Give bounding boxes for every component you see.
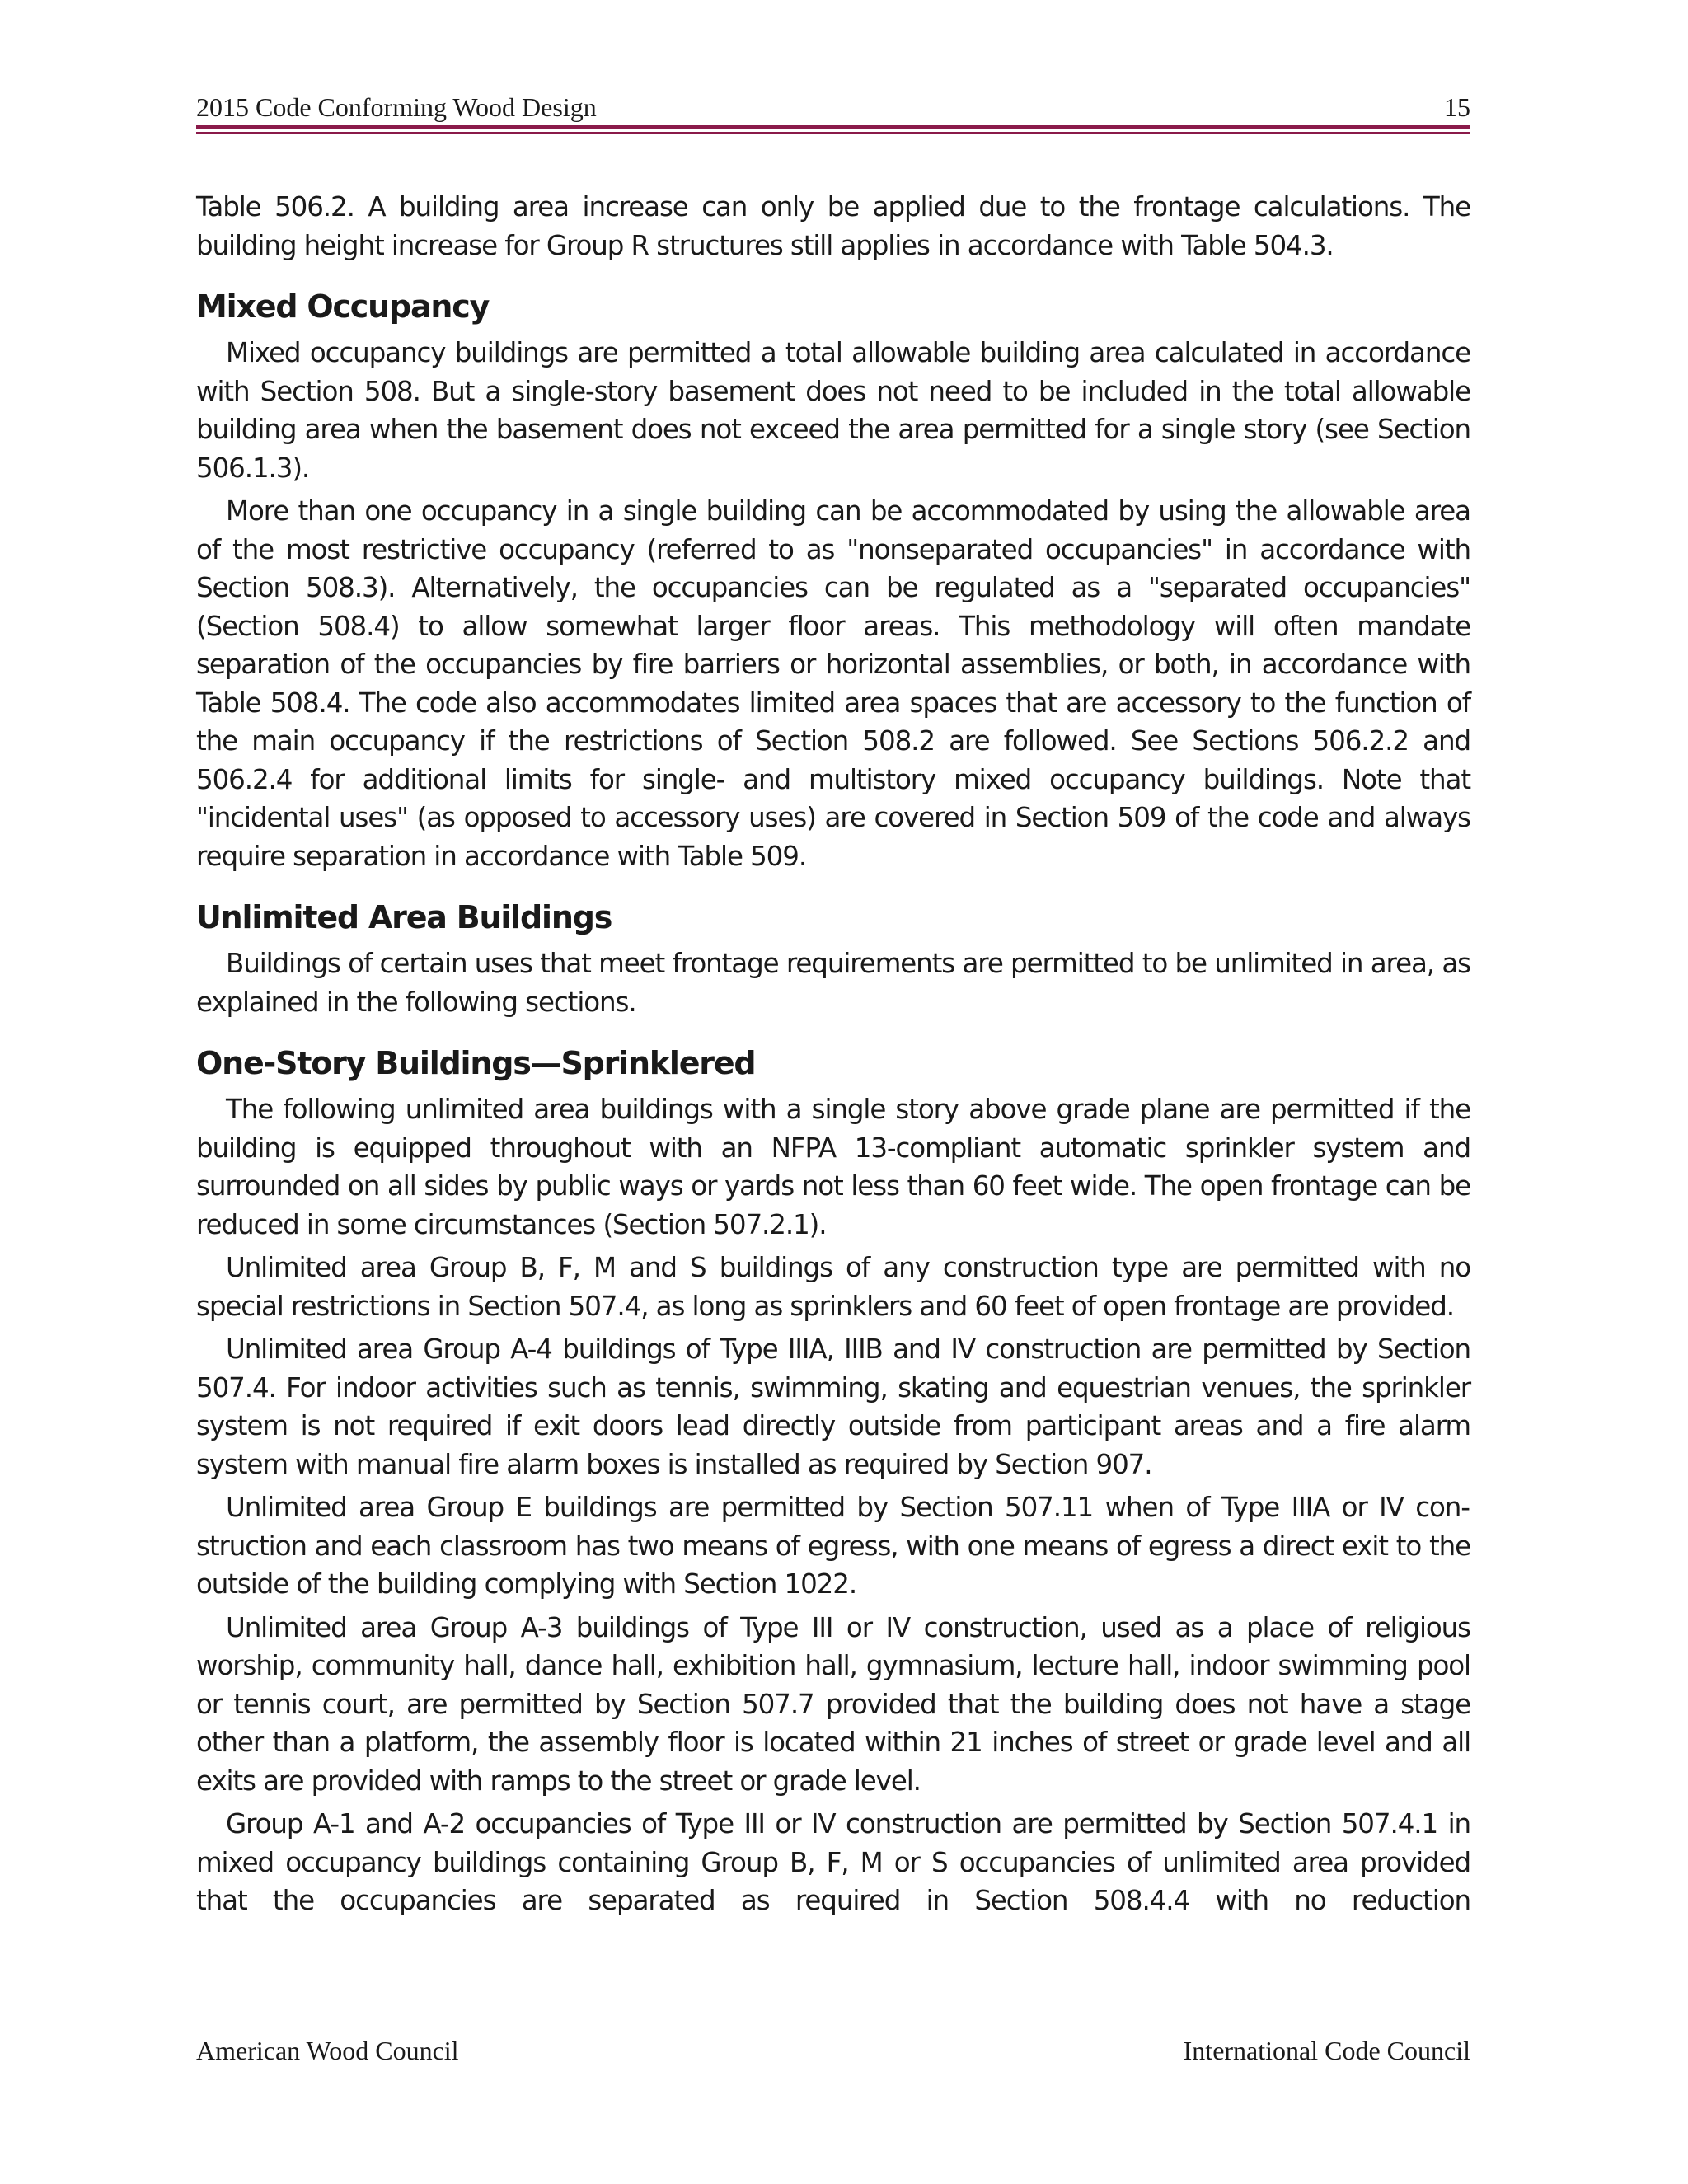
paragraph: Unlimited area Group E buildings are permitted by Section 507.11 when of Type IIIA or IV construction and each classroom has two means of egress, with one means of egress a direct exit to the outside of the building complying with Section 1022.	[196, 1492, 1470, 1600]
paragraph: More than one occupancy in a single building can be accommodated by using the allowable area of the most restrictive occupancy (referred to as "nonseparated occupancies" in accordance with Section 508.3). Alternatively, the occupancies can be regulated as a "separated occupancies" (Section 508.4) to allow somewhat larger floor areas. This methodology will often mandate separation of the occupancies by fire barriers or horizontal assemblies, or both, in accordance with Table 508.4. The code also accommodates limited area spaces that are accessory to the function of the main occupancy if the restrictions of Section 508.2 are followed. See Sections 506.2.2 and 506.2.4 for additional limits for single- and multistory mixed occupancy buildings. Note that "incidental uses" (as opposed to accessory uses) are covered in Section 509 of the code and always require separation in accordance with Table 509.	[196, 495, 1470, 872]
header-rule-top	[196, 125, 1470, 129]
header-rule-bottom	[196, 132, 1470, 134]
page-number: 15	[1444, 92, 1470, 122]
paragraph: Mixed occupancy buildings are permitted a total allowable building area calculated in accordance with Section 508. But a single-story basement does not need to be included in the total allowable building area when the basement does not exceed the area permitted for a single story (see Section 506.1.3).	[196, 337, 1470, 484]
heading-one-story-buildings-sprinklered: One-Story Buildings—Sprinklered	[196, 1045, 756, 1081]
footer-organization: International Code Council	[1183, 2036, 1470, 2065]
page-body	[196, 188, 1470, 1920]
heading-mixed-occupancy: Mixed Occupancy	[196, 288, 490, 325]
paragraph: Buildings of certain uses that meet frontage requirements are permitted to be unlimited in area, as explained in the following sections.	[196, 948, 1470, 1018]
paragraph: The following unlimited area buildings with a single story above grade plane are permitted if the building is equipped throughout with an NFPA 13-compliant automatic sprinkler system and surrounded on all sides by public ways or yards not less than 60 feet wide. The open frontage can be reduced in some circumstances (Section 507.2.1).	[196, 1094, 1470, 1240]
paragraph: Unlimited area Group A-4 buildings of Type IIIA, IIIB and IV construction are permitted by Section 507.4. For indoor activities such as tennis, swimming, skating and equestrian venues, the sprinkler system is not required if exit doors lead directly outside from participant areas and a fire alarm system with manual fire alarm boxes is installed as required by Section 907.	[196, 1333, 1470, 1480]
paragraph: Unlimited area Group B, F, M and S buildings of any construction type are permitted with no special restrictions in Section 507.4, as long as sprinklers and 60 feet of open frontage are provided.	[196, 1252, 1470, 1322]
footer-publisher: American Wood Council	[196, 2036, 459, 2065]
paragraph: Unlimited area Group A-3 buildings of Type III or IV construction, used as a place of religious worship, community hall, dance hall, exhibition hall, gymnasium, lecture hall, indoor swimming pool or tennis court, are permitted by Section 507.7 provided that the building does not have a stage other than a platform, the assembly floor is located within 21 inches of street or grade level and all exits are provided with ramps to the street or grade level.	[196, 1611, 1470, 1797]
paragraph-continued: Table 506.2. A building area increase can only be applied due to the frontage calculations. The building height increase for Group R structures still applies in accordance with Table 504.3.	[196, 191, 1470, 261]
paragraph: Group A-1 and A-2 occupancies of Type III or IV construction are permitted by Section 507.4.1 in mixed occupancy buildings containing Group B, F, M or S occupancies of unlimited area provided that the occupancies are separated as required in Section 508.4.4 with no reduction	[196, 1808, 1470, 1916]
running-title: 2015 Code Conforming Wood Design	[196, 92, 597, 122]
page-footer	[196, 2036, 1470, 2074]
heading-unlimited-area-buildings: Unlimited Area Buildings	[196, 899, 612, 935]
